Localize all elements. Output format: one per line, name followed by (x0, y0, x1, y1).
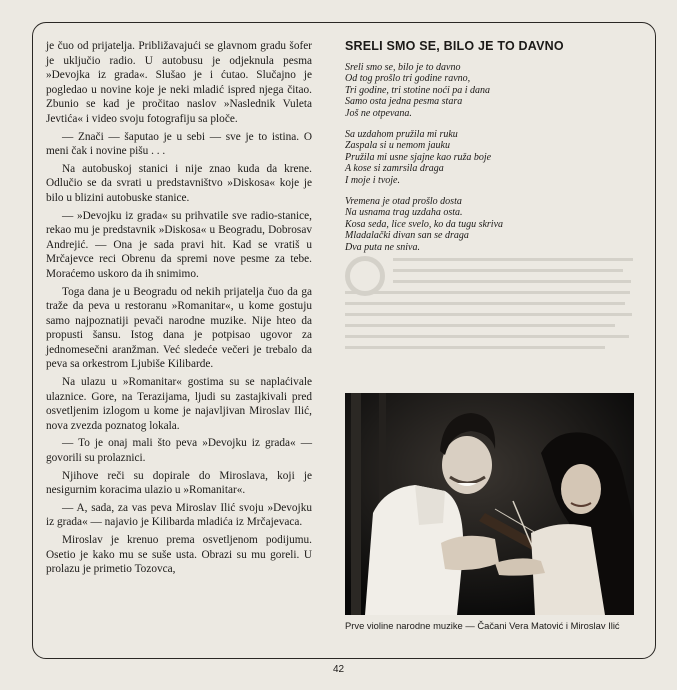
poem-line: Tri godine, tri stotine noći pa i dana (345, 84, 491, 96)
poem-line: Na usnama trag uzdaha osta. (345, 207, 463, 219)
poem-line: Samo osta jedna pesma stara (345, 96, 463, 108)
photo-caption: Prve violine narodne muzike — Čačani Vera Matović i Miroslav Ilić (345, 620, 620, 631)
poem-line: Od tog prošlo tri godine ravno, (345, 73, 471, 85)
poem-title: SRELI SMO SE, BILO JE TO DAVNO (345, 39, 564, 53)
poem-line: Pružila mi usne sjajne kao ruža boje (345, 151, 492, 163)
paragraph: Na ulazu u »Romanitar« gostima su se naplaćivale ulaznice. Gore, na Terazijama, ljudi su zastajkivali pred osvetljenim izlogom u kome je najavljivan Miroslav Ilić, nova zvezda poznatog lokala. (46, 376, 312, 432)
poem-stanza (345, 196, 635, 253)
poem-line: Sreli smo se, bilo je to davno (345, 62, 461, 73)
paragraph: — To je onaj mali što peva »Devojku iz grada« — govorili su prolaznici. (46, 437, 312, 465)
paragraph: Toga dana je u Beogradu od nekih prijatelja čuo da ga traže da peva u restoranu »Romanitar«, u kome gostuju samo najpoznatiji pevači narodne muzike. Nije hteo da propusti šansu. Istog dana je potpisao ugovor za jednomesečni aranžman. Već sledeće večeri je trebalo da peva sa orkestrom Ljubiše Kilibarde. (46, 285, 312, 371)
paragraph: Miroslav je krenuo prema osvetljenom podijumu. Osetio je kako mu se suše usta. Obrazi su mu goreli. U prolazu je primetio Tozovca, (46, 534, 312, 576)
poem-line: Kosa seda, lice svelo, ko da tugu skriva (345, 218, 504, 230)
article-text-column (46, 39, 312, 580)
poem-block (345, 39, 635, 263)
show-through-shadow (345, 250, 645, 380)
paragraph: — »Devojku iz grada« su prihvatile sve radio-stanice, rekao mu je predstavnik »Diskosa« u Beogradu, Dobrosav Andrejić. — Ona je sada pravi hit. Kad se vratiš u Mrčajevce reci Obrenu da spremi nove pesme za tebe. Moraćemo uskoro da ih snimimo. (46, 209, 312, 280)
paragraph: Njihove reči su dopirale do Miroslava, koji je nesigurnim koracima ulazio u »Romanitar«. (46, 469, 312, 497)
poem-line: I moje i tvoje. (345, 174, 400, 186)
photo-illustration (345, 393, 634, 615)
paragraph: Na autobuskoj stanici i nije znao kuda da krene. Odlučio se da svrati u predstavništvo »Diskosa« koje je bilo u blizini autobuske stanice. (46, 162, 312, 204)
poem-line: Zaspala si u nemom jauku (345, 140, 450, 152)
poem-line: Dva puta ne sniva. (345, 241, 420, 253)
paragraph: — Znači — šaputao je u sebi — sve je to istina. O meni čak i novine pišu . . . (46, 130, 312, 158)
poem-line: Sa uzdahom pružila mi ruku (345, 129, 458, 141)
poem-line: Mladalački divan san se draga (345, 230, 469, 242)
poem-line: Još ne otpevana. (345, 107, 412, 119)
paragraph: — A, sada, za vas peva Miroslav Ilić svoju »Devojku iz grada« — najavio je Kilibarda mladića iz Mrčajevaca. (46, 501, 312, 529)
poem-line: A kose si zamrsila draga (345, 163, 444, 175)
poem-line: Vremena je otad prošlo dosta (345, 196, 462, 208)
paragraph: je čuo od prijatelja. Približavajući se glavnom gradu šofer je uključio radio. U autobusu je odjeknula pesma »Devojka iz grada«. Slušao je i ćutao. Slučajno je pogledao u novine koje je neki mladić ispred njega čitao. Zbunio se kad je pročitao naslov »Naslednik Vuleta Jevtića« i video svoju fotografiju sa ploče. (46, 40, 312, 125)
musicians-photo (345, 393, 634, 615)
page-number: 42 (332, 664, 345, 675)
poem-stanza (345, 62, 635, 119)
poem-stanza (345, 129, 635, 186)
